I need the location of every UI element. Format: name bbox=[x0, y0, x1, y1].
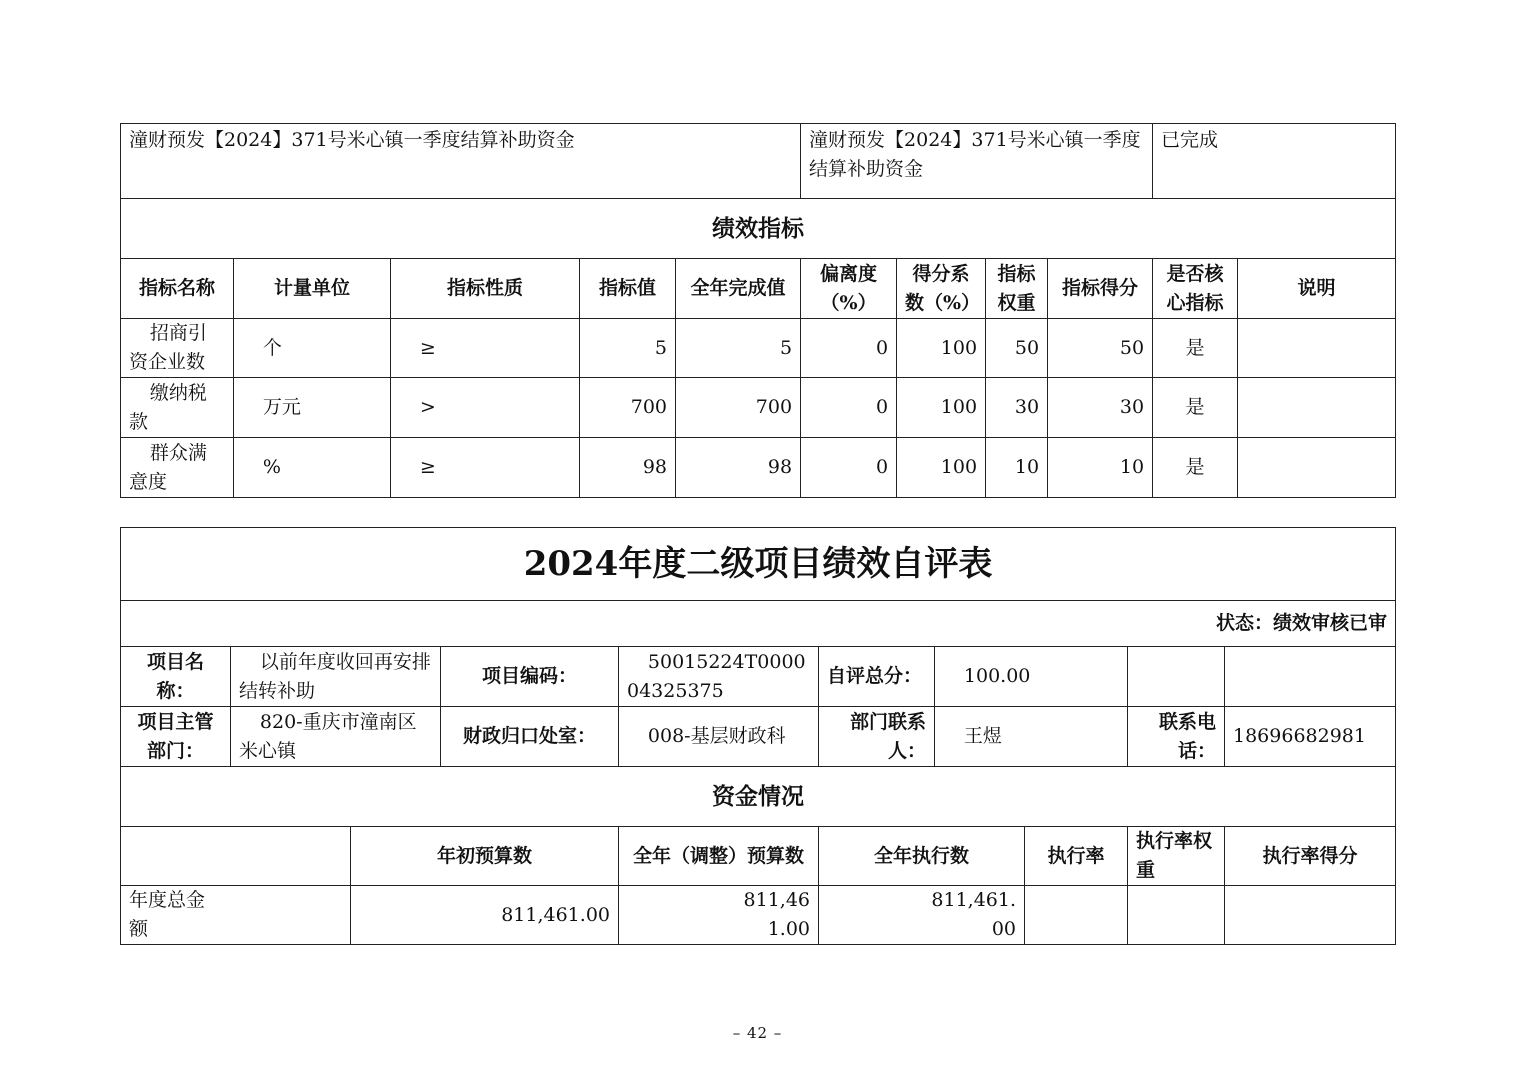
indicator-score: 10 bbox=[1048, 438, 1153, 498]
indicator-actual: 700 bbox=[676, 378, 801, 438]
indicator-note bbox=[1238, 438, 1396, 498]
self-evaluation-table bbox=[120, 527, 1396, 945]
budget-doc-row bbox=[121, 124, 1396, 199]
status-badge: 状态：绩效审核已审 bbox=[121, 601, 1396, 647]
budget-doc-status: 已完成 bbox=[1153, 124, 1396, 199]
header-cell: 执行率 bbox=[1025, 827, 1128, 886]
indicator-note bbox=[1238, 378, 1396, 438]
indicator-core: 是 bbox=[1153, 438, 1238, 498]
indicator-coef: 100 bbox=[897, 319, 986, 378]
header-cell: 指标权重 bbox=[986, 259, 1048, 319]
project-info-row bbox=[121, 647, 1396, 707]
indicator-deviation: 0 bbox=[801, 319, 897, 378]
performance-indicator-table bbox=[120, 123, 1396, 498]
header-cell: 全年完成值 bbox=[676, 259, 801, 319]
funds-rate bbox=[1025, 886, 1128, 945]
project-code-label: 项目编码： bbox=[441, 647, 619, 707]
indicator-deviation: 0 bbox=[801, 378, 897, 438]
contact-value: 王煜 bbox=[935, 707, 1128, 767]
department-info-row bbox=[121, 707, 1396, 767]
indicator-core: 是 bbox=[1153, 319, 1238, 378]
header-cell: 全年（调整）预算数 bbox=[619, 827, 819, 886]
empty-cell bbox=[1128, 647, 1225, 707]
header-cell: 说明 bbox=[1238, 259, 1396, 319]
page-number: – 42 – bbox=[732, 1024, 783, 1042]
funds-row-label: 年度总金额 bbox=[121, 886, 351, 945]
empty-cell bbox=[121, 827, 351, 886]
funds-rate-weight bbox=[1128, 886, 1225, 945]
indicator-note bbox=[1238, 319, 1396, 378]
table-row bbox=[121, 886, 1396, 945]
indicator-weight: 30 bbox=[986, 378, 1048, 438]
dept-value: 820-重庆市潼南区米心镇 bbox=[231, 707, 441, 767]
header-cell: 是否核心指标 bbox=[1153, 259, 1238, 319]
budget-doc-name-2: 潼财预发【2024】371号米心镇一季度结算补助资金 bbox=[801, 124, 1153, 199]
indicator-coef: 100 bbox=[897, 378, 986, 438]
finance-office-value: 008-基层财政科 bbox=[619, 707, 819, 767]
header-cell: 指标名称 bbox=[121, 259, 234, 319]
phone-value: 18696682981 bbox=[1225, 707, 1396, 767]
table-row bbox=[121, 438, 1396, 498]
project-name-label: 项目名称： bbox=[121, 647, 231, 707]
indicator-name: 群众满意度 bbox=[121, 438, 234, 498]
indicator-coef: 100 bbox=[897, 438, 986, 498]
header-cell: 执行率权重 bbox=[1128, 827, 1225, 886]
indicator-nature: ≥ bbox=[391, 319, 580, 378]
indicator-target: 700 bbox=[580, 378, 676, 438]
funds-header-row bbox=[121, 827, 1396, 886]
finance-office-label: 财政归口处室： bbox=[441, 707, 619, 767]
project-name: 以前年度收回再安排结转补助 bbox=[231, 647, 441, 707]
indicator-actual: 98 bbox=[676, 438, 801, 498]
header-cell: 全年执行数 bbox=[819, 827, 1025, 886]
funds-initial: 811,461.00 bbox=[351, 886, 619, 945]
indicator-weight: 10 bbox=[986, 438, 1048, 498]
indicator-core: 是 bbox=[1153, 378, 1238, 438]
indicator-unit: 个 bbox=[234, 319, 391, 378]
indicator-nature: > bbox=[391, 378, 580, 438]
indicator-unit: 万元 bbox=[234, 378, 391, 438]
table-row bbox=[121, 319, 1396, 378]
self-score-label: 自评总分： bbox=[819, 647, 935, 707]
table-row bbox=[121, 378, 1396, 438]
funds-section-title: 资金情况 bbox=[121, 767, 1396, 827]
indicator-score: 30 bbox=[1048, 378, 1153, 438]
indicator-header-row bbox=[121, 259, 1396, 319]
indicator-target: 5 bbox=[580, 319, 676, 378]
funds-rate-score bbox=[1225, 886, 1396, 945]
header-cell: 得分系数（%） bbox=[897, 259, 986, 319]
header-cell: 指标得分 bbox=[1048, 259, 1153, 319]
header-cell: 年初预算数 bbox=[351, 827, 619, 886]
indicator-actual: 5 bbox=[676, 319, 801, 378]
empty-cell bbox=[1225, 647, 1396, 707]
indicator-name: 缴纳税款 bbox=[121, 378, 234, 438]
self-score: 100.00 bbox=[935, 647, 1128, 707]
page-title: 2024年度二级项目绩效自评表 bbox=[121, 528, 1396, 601]
indicator-name: 招商引资企业数 bbox=[121, 319, 234, 378]
header-cell: 执行率得分 bbox=[1225, 827, 1396, 886]
budget-doc-name: 潼财预发【2024】371号米心镇一季度结算补助资金 bbox=[121, 124, 801, 199]
header-cell: 指标性质 bbox=[391, 259, 580, 319]
indicator-unit: % bbox=[234, 438, 391, 498]
indicator-section-title: 绩效指标 bbox=[121, 199, 1396, 259]
indicator-target: 98 bbox=[580, 438, 676, 498]
header-cell: 计量单位 bbox=[234, 259, 391, 319]
indicator-score: 50 bbox=[1048, 319, 1153, 378]
indicator-deviation: 0 bbox=[801, 438, 897, 498]
header-cell: 指标值 bbox=[580, 259, 676, 319]
project-code: 50015224T000004325375 bbox=[619, 647, 819, 707]
indicator-weight: 50 bbox=[986, 319, 1048, 378]
funds-adjusted: 811,461.00 bbox=[619, 886, 819, 945]
indicator-nature: ≥ bbox=[391, 438, 580, 498]
dept-label: 项目主管部门： bbox=[121, 707, 231, 767]
phone-label: 联系电话： bbox=[1128, 707, 1225, 767]
funds-executed: 811,461.00 bbox=[819, 886, 1025, 945]
header-cell: 偏离度（%） bbox=[801, 259, 897, 319]
contact-label: 部门联系人： bbox=[819, 707, 935, 767]
